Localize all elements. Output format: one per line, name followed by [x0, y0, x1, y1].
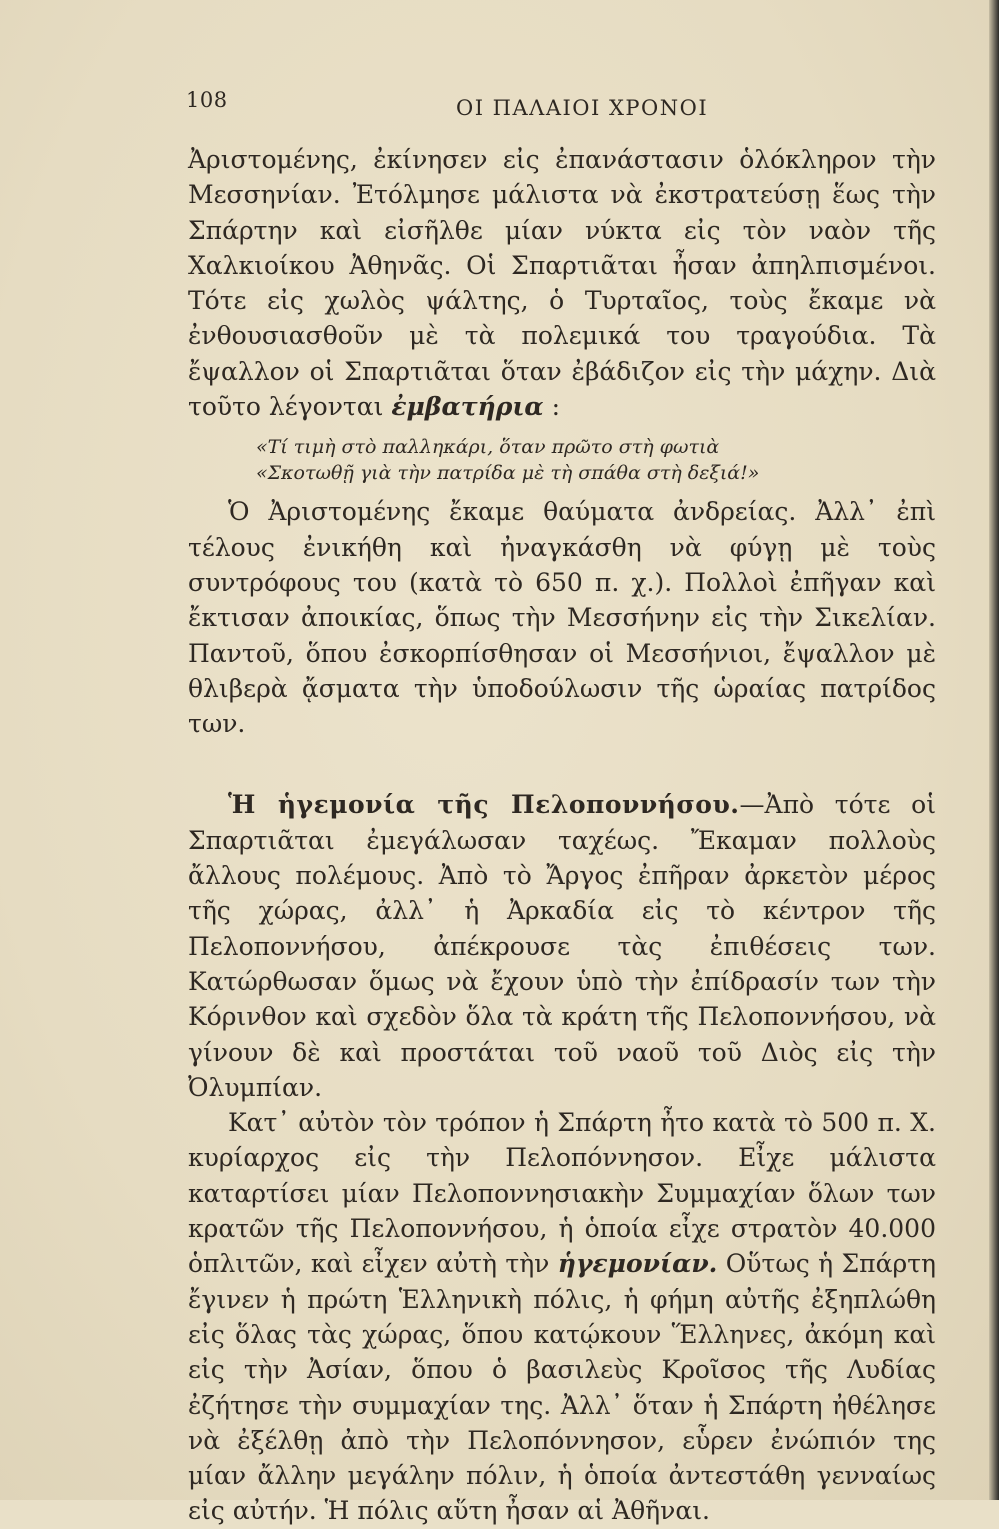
section-heading: Ἡ ἡγεμονία τῆς Πελοποννήσου. — [228, 790, 740, 820]
emphasized-term: ἡγεμονίαν. — [557, 1249, 718, 1279]
paragraph-sparta-supremacy — [188, 1105, 936, 1529]
verse-line-2: «Σκοτωθῇ γιὰ τὴν πατρίδα μὲ τὴ σπάθα στὴ δεξιά!» — [256, 462, 760, 485]
body-text — [188, 142, 936, 1529]
paragraph-text-end: : — [543, 392, 561, 422]
paragraph-peloponnese-hegemony — [188, 787, 936, 1105]
page-number: 108 — [186, 88, 228, 112]
paragraph-text: Ἀπὸ τότε οἱ Σπαρτιᾶται ἐμεγάλωσαν ταχέως. Ἔκαμαν πολλοὺς ἄλλους πολέμους. Ἀπὸ τὸ Ἄργος ἐπῆραν ἀρκετὸν μέρος τῆς χώρας, ἀλλ᾽ ἡ Ἀρκαδία εἰς τὸ κέντρον τῆς Πελοποννήσου, ἀπέκρουσε τὰς ἐπιθέσεις των. Κατώρθωσαν ὅμως νὰ ἔχουν ὑπὸ τὴν ἐπίδρασίν των τὴν Κόρινθον καὶ σχεδὸν ὅλα τὰ κράτη τῆς Πελοποννήσου, νὰ γίνουν δὲ καὶ προστάται τοῦ ναοῦ τοῦ Διὸς εἰς τὴν Ὀλυμπίαν. — [188, 790, 937, 1102]
running-head: ΟΙ ΠΑΛΑΙΟΙ ΧΡΟΝΟΙ — [456, 96, 709, 120]
emphasized-term: ἐμβατήρια — [391, 392, 544, 422]
paragraph-text-end: Οὕτως ἡ Σπάρτη ἔγινεν ἡ πρώτη Ἑλληνικὴ πόλις, ἡ φήμη αὐτῆς ἐξηπλώθη εἰς ὅλας τὰς χώρας, ὅπου κατῴκουν Ἕλληνες, ἀκόμη καὶ εἰς τὴν Ἀσίαν, ὅπου ὁ βασιλεὺς Κροῖσος τῆς Λυδίας ἐζήτησε τὴν συμμαχίαν της. Ἀλλ᾽ ὅταν ἡ Σπάρτη ἠθέλησε νὰ ἐξέλθῃ ἀπὸ τὴν Πελοπόννησον, εὗρεν ἐνώπιόν της μίαν ἄλλην μεγάλην πόλιν, ἡ ὁποία ἀντεστάθη γενναίως εἰς αὐτήν. Ἡ πόλις αὕτη ἦσαν αἱ Ἀθῆναι. — [188, 1249, 936, 1526]
quoted-verse — [188, 434, 936, 486]
page-header — [186, 88, 946, 122]
verse-line-1: «Τί τιμὴ στὸ παλληκάρι, ὅταν πρῶτο στὴ φωτιὰ — [256, 436, 720, 459]
paragraph-text: Ἀριστομένης, ἐκίνησεν εἰς ἐπανάστασιν ὁλόκληρον τὴν Μεσσηνίαν. Ἐτόλμησε μάλιστα νὰ ἐκστρατεύσῃ ἕως τὴν Σπάρτην καὶ εἰσῆλθε μίαν νύκτα εἰς τὸν ναὸν τῆς Χαλκιοίκου Ἀθηνᾶς. Οἱ Σπαρτιᾶται ἦσαν ἀπηλπισμένοι. Τότε εἰς χωλὸς ψάλτης, ὁ Τυρταῖος, τοὺς ἔκαμε νὰ ἐνθουσιασθοῦν μὲ τὰ πολεμικά του τραγούδια. Τὰ ἔψαλλον οἱ Σπαρτιᾶται ὅταν ἐβάδιζον εἰς τὴν μάχην. Διὰ τοῦτο λέγονται — [188, 145, 936, 422]
paragraph-aristomenes-revolt — [188, 142, 936, 424]
heading-dash: — — [739, 790, 765, 820]
paragraph-text: Κατ᾽ αὐτὸν τὸν τρόπον ἡ Σπάρτη ἦτο κατὰ τὸ 500 π. Χ. κυρίαρχος εἰς τὴν Πελοπόννησον. Εἶχε μάλιστα καταρτίσει μίαν Πελοποννησιακὴν Συμμαχίαν ὅλων των κρατῶν τῆς Πελοποννήσου, ἡ ὁποία εἶχε στρατὸν 40.000 ὁπλιτῶν, καὶ εἶχεν αὐτὴ τὴν — [188, 1108, 936, 1279]
paragraph-aristomenes-defeat: Ὁ Ἀριστομένης ἔκαμε θαύματα ἀνδρείας. Ἀλλ᾽ ἐπὶ τέλους ἐνικήθη καὶ ἠναγκάσθη νὰ φύγῃ μὲ τοὺς συντρόφους του (κατὰ τὸ 650 π. χ.). Πολλοὶ ἐπῆγαν καὶ ἔκτισαν ἀποικίας, ὅπως τὴν Μεσσήνην εἰς τὴν Σικελίαν. Παντοῦ, ὅπου ἐσκορπίσθησαν οἱ Μεσσήνιοι, ἔψαλλον μὲ θλιβερὰ ᾄσματα τὴν ὑποδούλωσιν τῆς ὡραίας πατρίδος των. — [188, 497, 936, 739]
page-edge-shadow — [989, 0, 999, 1500]
